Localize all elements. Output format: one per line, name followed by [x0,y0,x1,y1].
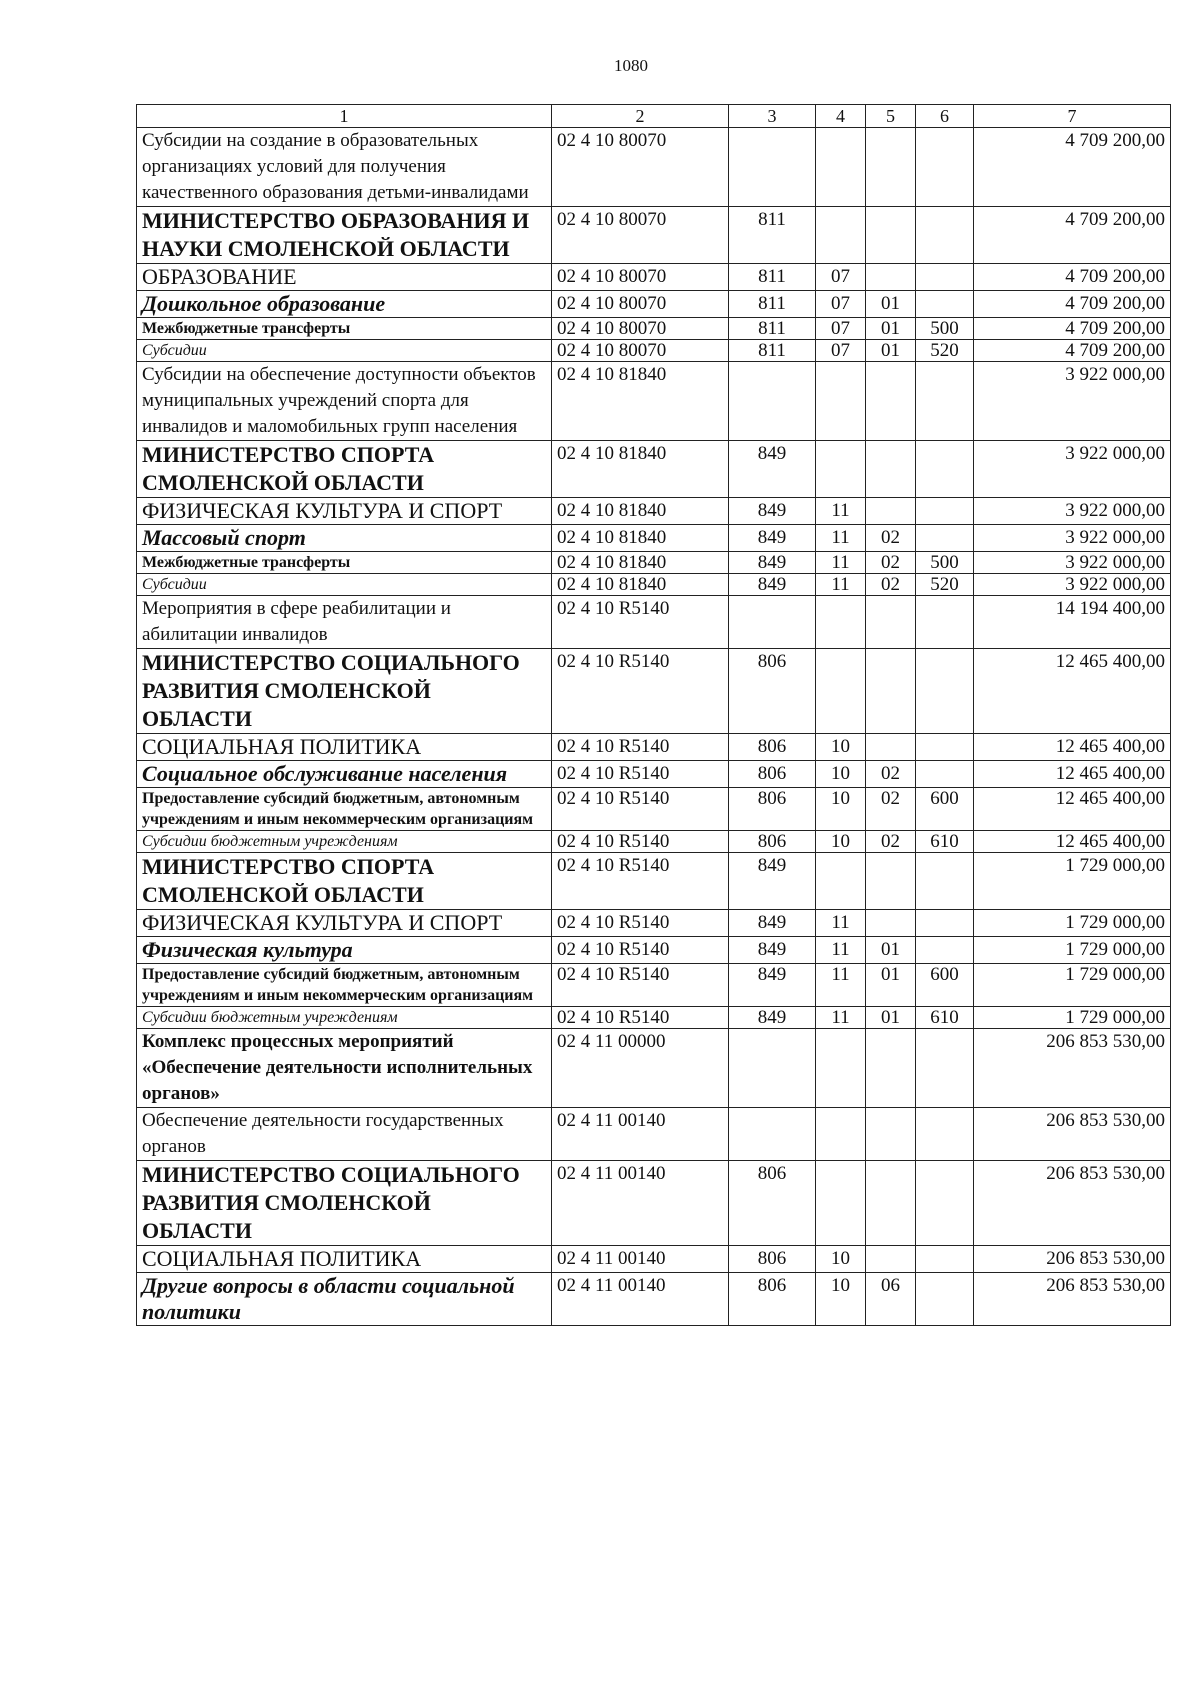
column-header: 7 [974,105,1171,128]
table-row [137,291,1171,318]
row-code: 02 4 11 00000 [552,1029,729,1108]
row-col4: 07 [816,291,866,318]
row-name: Социальное обслуживание населения [137,761,552,788]
row-col4: 11 [816,1007,866,1029]
row-col6 [916,1273,974,1326]
row-code: 02 4 10 81840 [552,525,729,552]
column-header: 6 [916,105,974,128]
row-col6: 610 [916,831,974,853]
row-col6 [916,1029,974,1108]
row-col5: 02 [866,831,916,853]
row-col3: 849 [729,441,816,498]
row-col4: 07 [816,264,866,291]
row-col5 [866,596,916,649]
row-col5 [866,910,916,937]
table-row [137,441,1171,498]
row-col6: 500 [916,552,974,574]
row-sum: 206 853 530,00 [974,1273,1171,1326]
table-row [137,498,1171,525]
row-col6 [916,910,974,937]
row-col5 [866,207,916,264]
row-name: МИНИСТЕРСТВО СПОРТА СМОЛЕНСКОЙ ОБЛАСТИ [137,441,552,498]
row-col3: 849 [729,964,816,1007]
row-name: СОЦИАЛЬНАЯ ПОЛИТИКА [137,734,552,761]
row-col6 [916,441,974,498]
row-code: 02 4 10 81840 [552,498,729,525]
row-col5: 01 [866,340,916,362]
column-header: 2 [552,105,729,128]
row-col3: 806 [729,1161,816,1246]
table-row [137,264,1171,291]
row-col4 [816,1161,866,1246]
row-col6 [916,1246,974,1273]
row-col3: 849 [729,498,816,525]
row-col4: 10 [816,788,866,831]
row-col4: 11 [816,937,866,964]
row-col4: 11 [816,574,866,596]
row-sum: 4 709 200,00 [974,340,1171,362]
row-col3 [729,1108,816,1161]
row-col5 [866,853,916,910]
row-col3: 811 [729,318,816,340]
row-col4 [816,1029,866,1108]
row-col3: 849 [729,910,816,937]
row-sum: 206 853 530,00 [974,1108,1171,1161]
table-row [137,761,1171,788]
table-row [137,525,1171,552]
table-row [137,1029,1171,1108]
row-col5 [866,264,916,291]
row-name: Другие вопросы в области социальной политики [137,1273,552,1326]
table-row [137,1161,1171,1246]
row-col3 [729,1029,816,1108]
table-row [137,596,1171,649]
row-col5 [866,441,916,498]
row-code: 02 4 10 R5140 [552,649,729,734]
row-sum: 3 922 000,00 [974,362,1171,441]
table-row [137,964,1171,1007]
row-col5 [866,649,916,734]
row-sum: 1 729 000,00 [974,1007,1171,1029]
column-header: 4 [816,105,866,128]
row-col5 [866,734,916,761]
table-row [137,362,1171,441]
row-col6 [916,937,974,964]
row-col3: 849 [729,574,816,596]
row-name: Мероприятия в сфере реабилитации и абилитации инвалидов [137,596,552,649]
page-number: 1080 [614,56,648,75]
row-sum: 12 465 400,00 [974,761,1171,788]
row-sum: 4 709 200,00 [974,318,1171,340]
table-row [137,910,1171,937]
row-col3 [729,596,816,649]
row-sum: 4 709 200,00 [974,128,1171,207]
budget-table [136,104,1171,1326]
row-col5 [866,498,916,525]
row-name: ФИЗИЧЕСКАЯ КУЛЬТУРА И СПОРТ [137,910,552,937]
row-col3: 811 [729,340,816,362]
row-name: МИНИСТЕРСТВО СОЦИАЛЬНОГО РАЗВИТИЯ СМОЛЕНСКОЙ ОБЛАСТИ [137,649,552,734]
row-col4: 07 [816,318,866,340]
row-code: 02 4 10 R5140 [552,937,729,964]
row-name: МИНИСТЕРСТВО СОЦИАЛЬНОГО РАЗВИТИЯ СМОЛЕНСКОЙ ОБЛАСТИ [137,1161,552,1246]
row-sum: 1 729 000,00 [974,964,1171,1007]
row-col4 [816,1108,866,1161]
row-col3: 806 [729,788,816,831]
row-col5: 01 [866,291,916,318]
row-col4 [816,441,866,498]
table-row [137,831,1171,853]
row-sum: 14 194 400,00 [974,596,1171,649]
row-name: Субсидии бюджетным учреждениям [137,1007,552,1029]
row-col5: 01 [866,318,916,340]
row-col6 [916,761,974,788]
row-col3: 806 [729,734,816,761]
row-col5: 02 [866,552,916,574]
row-col5 [866,1029,916,1108]
row-code: 02 4 10 R5140 [552,853,729,910]
row-code: 02 4 10 R5140 [552,910,729,937]
row-col3 [729,362,816,441]
row-code: 02 4 11 00140 [552,1273,729,1326]
row-col4: 10 [816,1273,866,1326]
row-col3: 849 [729,1007,816,1029]
row-code: 02 4 10 R5140 [552,788,729,831]
row-name: Физическая культура [137,937,552,964]
row-sum: 12 465 400,00 [974,649,1171,734]
row-name: Комплекс процессных мероприятий «Обеспечение деятельности исполнительных органов» [137,1029,552,1108]
row-code: 02 4 10 80070 [552,318,729,340]
row-sum: 12 465 400,00 [974,788,1171,831]
row-sum: 4 709 200,00 [974,207,1171,264]
row-col3: 849 [729,552,816,574]
row-name: Субсидии бюджетным учреждениям [137,831,552,853]
row-col6: 500 [916,318,974,340]
row-col6 [916,264,974,291]
row-sum: 1 729 000,00 [974,853,1171,910]
row-name: Субсидии на создание в образовательных организациях условий для получения качественного образования детьми-инвалидами [137,128,552,207]
row-sum: 3 922 000,00 [974,552,1171,574]
table-row [137,1007,1171,1029]
row-name: ОБРАЗОВАНИЕ [137,264,552,291]
row-code: 02 4 10 81840 [552,441,729,498]
row-col4: 10 [816,761,866,788]
row-col6 [916,734,974,761]
row-sum: 4 709 200,00 [974,291,1171,318]
row-code: 02 4 10 81840 [552,362,729,441]
row-col5: 02 [866,788,916,831]
row-code: 02 4 10 80070 [552,207,729,264]
row-sum: 1 729 000,00 [974,937,1171,964]
table-row [137,1246,1171,1273]
row-col6 [916,853,974,910]
row-name: Предоставление субсидий бюджетным, автономным учреждениям и иным некоммерческим организациям [137,788,552,831]
row-sum: 3 922 000,00 [974,525,1171,552]
row-name: Субсидии на обеспечение доступности объектов муниципальных учреждений спорта для инвалидов и маломобильных групп населения [137,362,552,441]
row-col3 [729,128,816,207]
row-name: Дошкольное образование [137,291,552,318]
table-row [137,207,1171,264]
row-col3: 806 [729,1246,816,1273]
row-code: 02 4 11 00140 [552,1108,729,1161]
row-col4 [816,853,866,910]
row-name: МИНИСТЕРСТВО ОБРАЗОВАНИЯ И НАУКИ СМОЛЕНСКОЙ ОБЛАСТИ [137,207,552,264]
row-col6 [916,207,974,264]
row-col4: 11 [816,552,866,574]
row-col6: 520 [916,574,974,596]
row-name: Межбюджетные трансферты [137,552,552,574]
row-name: МИНИСТЕРСТВО СПОРТА СМОЛЕНСКОЙ ОБЛАСТИ [137,853,552,910]
row-col4: 10 [816,831,866,853]
row-col6 [916,596,974,649]
row-col6: 610 [916,1007,974,1029]
row-code: 02 4 11 00140 [552,1246,729,1273]
table-row [137,649,1171,734]
row-col6: 600 [916,788,974,831]
row-col6 [916,291,974,318]
row-col5 [866,1246,916,1273]
row-sum: 12 465 400,00 [974,831,1171,853]
row-sum: 206 853 530,00 [974,1246,1171,1273]
row-col6 [916,498,974,525]
row-sum: 12 465 400,00 [974,734,1171,761]
table-row [137,1108,1171,1161]
row-col5: 01 [866,1007,916,1029]
row-col5: 06 [866,1273,916,1326]
row-col4 [816,596,866,649]
row-sum: 206 853 530,00 [974,1161,1171,1246]
row-code: 02 4 10 R5140 [552,761,729,788]
row-col4: 10 [816,1246,866,1273]
row-sum: 4 709 200,00 [974,264,1171,291]
row-col4: 11 [816,964,866,1007]
row-col4: 10 [816,734,866,761]
row-col3: 849 [729,525,816,552]
row-name: Субсидии [137,340,552,362]
row-col6 [916,649,974,734]
row-code: 02 4 10 R5140 [552,964,729,1007]
row-code: 02 4 10 81840 [552,552,729,574]
row-col5: 02 [866,525,916,552]
row-name: ФИЗИЧЕСКАЯ КУЛЬТУРА И СПОРТ [137,498,552,525]
row-col5 [866,1108,916,1161]
row-col6 [916,525,974,552]
row-code: 02 4 10 80070 [552,291,729,318]
row-col3: 811 [729,291,816,318]
table-row [137,937,1171,964]
row-code: 02 4 10 R5140 [552,596,729,649]
row-name: Межбюджетные трансферты [137,318,552,340]
row-col5 [866,128,916,207]
row-col6: 600 [916,964,974,1007]
row-col3: 806 [729,649,816,734]
row-code: 02 4 10 80070 [552,128,729,207]
table-row [137,340,1171,362]
row-name: Обеспечение деятельности государственных органов [137,1108,552,1161]
row-sum: 206 853 530,00 [974,1029,1171,1108]
row-col6: 520 [916,340,974,362]
row-col4 [816,362,866,441]
row-name: Субсидии [137,574,552,596]
table-row [137,853,1171,910]
table-row [137,128,1171,207]
row-col5: 02 [866,574,916,596]
row-name: Массовый спорт [137,525,552,552]
row-col3: 806 [729,1273,816,1326]
row-col3: 811 [729,207,816,264]
row-code: 02 4 10 R5140 [552,734,729,761]
row-col4: 11 [816,525,866,552]
row-col3: 806 [729,761,816,788]
row-col6 [916,1161,974,1246]
row-col3: 849 [729,853,816,910]
row-sum: 1 729 000,00 [974,910,1171,937]
table-row [137,574,1171,596]
row-name: Предоставление субсидий бюджетным, автономным учреждениям и иным некоммерческим организациям [137,964,552,1007]
table-body [137,128,1171,1326]
row-col5 [866,1161,916,1246]
row-col6 [916,128,974,207]
row-col4: 07 [816,340,866,362]
table-row [137,318,1171,340]
row-sum: 3 922 000,00 [974,498,1171,525]
row-col4 [816,649,866,734]
row-col5: 01 [866,964,916,1007]
row-code: 02 4 10 R5140 [552,831,729,853]
table-row [137,734,1171,761]
row-sum: 3 922 000,00 [974,574,1171,596]
row-col3: 849 [729,937,816,964]
row-code: 02 4 10 R5140 [552,1007,729,1029]
header-row [137,105,1171,128]
row-col4: 11 [816,910,866,937]
row-col3: 811 [729,264,816,291]
row-col5: 01 [866,937,916,964]
row-code: 02 4 10 81840 [552,574,729,596]
row-col5: 02 [866,761,916,788]
row-code: 02 4 10 80070 [552,264,729,291]
row-name: СОЦИАЛЬНАЯ ПОЛИТИКА [137,1246,552,1273]
row-col4 [816,207,866,264]
row-col4: 11 [816,498,866,525]
table-row [137,552,1171,574]
column-header: 1 [137,105,552,128]
row-col4 [816,128,866,207]
row-code: 02 4 10 80070 [552,340,729,362]
table-row [137,1273,1171,1326]
column-header: 5 [866,105,916,128]
row-col5 [866,362,916,441]
row-col3: 806 [729,831,816,853]
row-col6 [916,1108,974,1161]
table-row [137,788,1171,831]
column-header: 3 [729,105,816,128]
row-code: 02 4 11 00140 [552,1161,729,1246]
row-col6 [916,362,974,441]
row-sum: 3 922 000,00 [974,441,1171,498]
